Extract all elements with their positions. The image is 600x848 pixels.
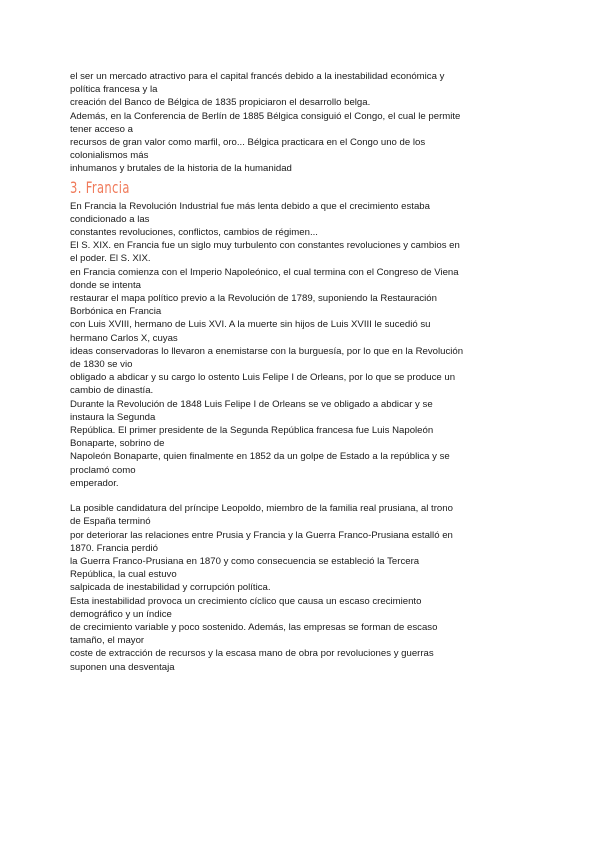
text-line: emperador. (70, 477, 119, 489)
text-line: Esta inestabilidad provoca un crecimiento cíclico que causa un escaso crecimiento (70, 595, 422, 607)
text-line: instaura la Segunda (70, 411, 156, 423)
text-line: coste de extracción de recursos y la escasa mano de obra por revoluciones y guerras (70, 648, 434, 660)
text-line: El S. XIX. en Francia fue un siglo muy turbulento con constantes revoluciones y cambios en (70, 240, 460, 252)
text-line: salpicada de inestabilidad y corrupción política. (70, 582, 271, 594)
text-line: con Luis XVIII, hermano de Luis XVI. A la muerte sin hijos de Luis XVIII le sucedió su (70, 319, 431, 331)
text-line: República, la cual estuvo (70, 569, 177, 581)
francia-paragraph-1 (70, 200, 530, 490)
paragraph-gap (70, 490, 530, 502)
text-line: demográfico y un índice (70, 608, 172, 620)
text-line: recursos de gran valor como marfil, oro... Bélgica practicara en el Congo uno de los (70, 137, 426, 149)
text-line: política francesa y la (70, 84, 158, 96)
text-line: cambio de dinastía. (70, 385, 154, 397)
text-line: Bonaparte, sobrino de (70, 438, 165, 450)
text-line: suponen una desventaja (70, 661, 175, 673)
text-line: Durante la Revolución de 1848 Luis Felipe I de Orleans se ve obligado a abdicar y se (70, 398, 433, 410)
text-line: Napoleón Bonaparte, quien finalmente en 1852 da un golpe de Estado a la república y se (70, 451, 450, 463)
text-line: 1870. Francia perdió (70, 542, 158, 554)
text-line: Además, en la Conferencia de Berlín de 1885 Bélgica consiguió el Congo, el cual le permite (70, 110, 461, 122)
text-line: proclamó como (70, 464, 136, 476)
text-line: Borbónica en Francia (70, 306, 162, 318)
text-line: ideas conservadoras lo llevaron a enemistarse con la burguesía, por lo que en la Revolución (70, 345, 464, 357)
text-line: creación del Banco de Bélgica de 1835 propiciaron el desarrollo belga. (70, 97, 371, 109)
text-line: República. El primer presidente de la Segunda República francesa fue Luis Napoleón (70, 425, 434, 437)
document-body (70, 70, 530, 674)
text-line: donde se intenta (70, 279, 141, 291)
text-line: de España terminó (70, 516, 151, 528)
text-line: el ser un mercado atractivo para el capital francés debido a la inestabilidad económica y (70, 71, 445, 82)
text-line: de crecimiento variable y poco sostenido. Además, las empresas se forman de escaso (70, 621, 438, 633)
francia-paragraph-2 (70, 502, 530, 674)
text-line: En Francia la Revolución Industrial fue más lenta debido a que el crecimiento estaba (70, 200, 430, 212)
text-line: por deteriorar las relaciones entre Prusia y Francia y la Guerra Franco-Prusiana estalló en (70, 529, 453, 541)
text-line: restaurar el mapa político previo a la Revolución de 1789, suponiendo la Restauración (70, 293, 437, 305)
text-line: constantes revoluciones, conflictos, cambios de régimen... (70, 227, 318, 239)
text-line: condicionado a las (70, 213, 150, 225)
text-line: inhumanos y brutales de la historia de la humanidad (70, 163, 292, 175)
text-line: colonialismos más (70, 150, 149, 162)
text-line: obligado a abdicar y su cargo lo ostento Luis Felipe I de Orleans, por lo que se produce un (70, 372, 456, 384)
text-line: tener acceso a (70, 123, 133, 135)
text-line: tamaño, el mayor (70, 635, 145, 647)
text-line: La posible candidatura del príncipe Leopoldo, miembro de la familia real prusiana, al trono (70, 503, 453, 515)
intro-paragraph (70, 70, 530, 176)
text-line: hermano Carlos X, cuyas (70, 332, 178, 344)
text-line: el poder. El S. XIX. (70, 253, 151, 265)
text-line: de 1830 se vio (70, 359, 133, 371)
text-line: en Francia comienza con el Imperio Napoleónico, el cual termina con el Congreso de Viena (70, 266, 459, 278)
text-line: la Guerra Franco-Prusiana en 1870 y como consecuencia se estableció la Tercera (70, 555, 420, 567)
section-heading: 3. Francia (70, 177, 130, 197)
